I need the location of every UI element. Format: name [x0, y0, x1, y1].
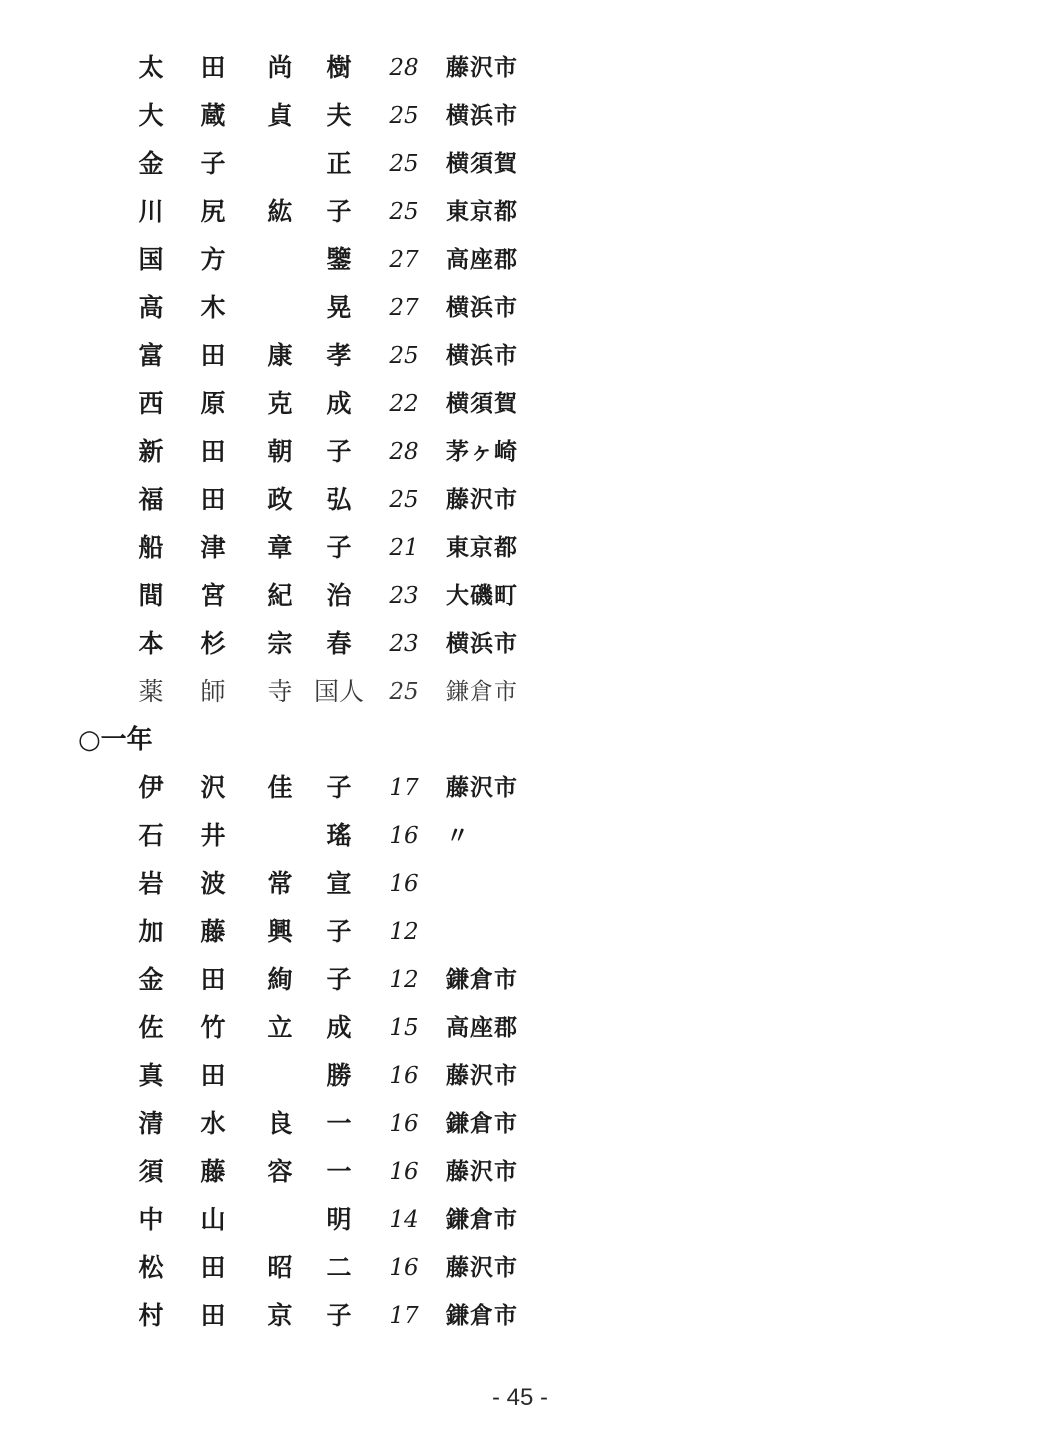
given-name-char-1: 貞 — [267, 101, 293, 130]
surname-char-1: 太 — [138, 53, 164, 82]
given-name-char-1: 章 — [267, 533, 293, 562]
surname-char-2: 田 — [200, 1253, 226, 1282]
age: 25 — [389, 487, 419, 513]
surname-char-2: 田 — [200, 965, 226, 994]
given-name-char-2: 一 — [326, 1109, 352, 1138]
list-item — [0, 1052, 620, 1100]
list-item — [0, 812, 620, 860]
residence: 横須賀 — [446, 151, 518, 177]
age: 25 — [389, 343, 419, 369]
age: 17 — [389, 775, 419, 801]
given-name-char-2: 成 — [326, 389, 352, 418]
given-name-char-2: 晃 — [326, 293, 352, 322]
given-name-char-2: 正 — [326, 149, 352, 178]
surname-char-2: 原 — [200, 389, 226, 418]
given-name-char-1: 立 — [267, 1013, 293, 1042]
age: 14 — [389, 1207, 419, 1233]
surname-char-1: 石 — [138, 821, 164, 850]
surname-char-1: 加 — [138, 917, 164, 946]
list-item — [0, 1244, 620, 1292]
given-name-char-1: 容 — [267, 1157, 293, 1186]
surname-char-2: 田 — [200, 1301, 226, 1330]
age: 12 — [389, 967, 419, 993]
residence: 東京都 — [446, 535, 518, 561]
surname-char-2: 田 — [200, 1061, 226, 1090]
list-item — [0, 860, 620, 908]
surname-char-1: 国 — [138, 245, 164, 274]
given-name-char-1 — [250, 1196, 310, 1244]
surname-char-2: 尻 — [200, 197, 226, 226]
surname-char-2: 水 — [200, 1109, 226, 1138]
given-name-char-2: 樹 — [326, 53, 352, 82]
given-name-char-1: 佳 — [267, 773, 293, 802]
residence: 高座郡 — [446, 247, 518, 273]
given-name-char-1: 絢 — [267, 965, 293, 994]
age: 23 — [389, 583, 419, 609]
list-item — [0, 1292, 620, 1340]
given-name-char-2: 子 — [326, 965, 352, 994]
list-item — [0, 428, 620, 476]
surname-char-2: 井 — [200, 821, 226, 850]
surname-char-2: 方 — [200, 245, 226, 274]
residence — [446, 860, 550, 908]
age: 16 — [389, 823, 419, 849]
given-name-char-1: 常 — [267, 869, 293, 898]
surname-char-1: 岩 — [138, 869, 164, 898]
residence: 鎌倉市 — [446, 1303, 518, 1329]
surname-char-1: 伊 — [138, 773, 164, 802]
surname-char-1: 清 — [138, 1109, 164, 1138]
given-name-char-1 — [250, 284, 310, 332]
surname-char-1: 本 — [138, 629, 164, 658]
given-name-char-1: 宗 — [267, 629, 293, 658]
given-name-char-1: 紘 — [267, 197, 293, 226]
given-name-char-2: 成 — [326, 1013, 352, 1042]
list-item — [0, 1100, 620, 1148]
surname-char-1: 金 — [138, 149, 164, 178]
list-item — [0, 92, 620, 140]
list-item — [0, 140, 620, 188]
age: 27 — [389, 247, 419, 273]
given-name-char-2: 子 — [326, 1301, 352, 1330]
surname-char-2: 師 — [200, 677, 226, 706]
surname-char-1: 松 — [138, 1253, 164, 1282]
surname-char-1: 真 — [138, 1061, 164, 1090]
surname-char-1: 大 — [138, 101, 164, 130]
surname-char-1: 富 — [138, 341, 164, 370]
given-name-char-1 — [250, 812, 310, 860]
surname-char-2: 藤 — [200, 1157, 226, 1186]
given-name-char-1: 朝 — [267, 437, 293, 466]
age: 16 — [389, 1159, 419, 1185]
given-name-char-2: 宣 — [326, 869, 352, 898]
surname-char-2: 木 — [200, 293, 226, 322]
surname-char-1: 薬 — [138, 677, 164, 706]
residence: 藤沢市 — [446, 1063, 518, 1089]
surname-char-2: 田 — [200, 53, 226, 82]
residence: 鎌倉市 — [446, 679, 518, 705]
surname-char-2: 藤 — [200, 917, 226, 946]
surname-char-2: 竹 — [200, 1013, 226, 1042]
surname-char-1: 西 — [138, 389, 164, 418]
given-name-char-1: 昭 — [267, 1253, 293, 1282]
given-name-char-2: 弘 — [326, 485, 352, 514]
surname-char-1: 村 — [138, 1301, 164, 1330]
given-name-char-2: 鑒 — [326, 245, 352, 274]
residence: 〃 — [446, 823, 470, 849]
given-name-char-2: 二 — [326, 1253, 352, 1282]
list-item — [0, 908, 620, 956]
list-item — [0, 764, 620, 812]
given-name-char-1 — [250, 236, 310, 284]
residence: 藤沢市 — [446, 1255, 518, 1281]
list-item — [0, 956, 620, 1004]
residence: 藤沢市 — [446, 55, 518, 81]
age: 22 — [389, 391, 419, 417]
given-name-char-1: 良 — [267, 1109, 293, 1138]
age: 16 — [389, 1063, 419, 1089]
age: 28 — [389, 55, 419, 81]
surname-char-2: 田 — [200, 485, 226, 514]
page-number: - 45 - — [491, 1384, 548, 1411]
given-name-char-2: 子 — [326, 533, 352, 562]
surname-char-2: 津 — [200, 533, 226, 562]
surname-char-3: 寺 — [267, 677, 293, 706]
section-heading: ○一年 — [78, 725, 153, 755]
residence: 藤沢市 — [446, 775, 518, 801]
age: 27 — [389, 295, 419, 321]
residence: 大磯町 — [446, 583, 518, 609]
surname-char-2: 山 — [200, 1205, 226, 1234]
given-name-char-2: 子 — [326, 773, 352, 802]
surname-char-1: 金 — [138, 965, 164, 994]
given-name-char-1: 康 — [267, 341, 293, 370]
surname-char-2: 宮 — [200, 581, 226, 610]
given-name-char-2: 勝 — [326, 1061, 352, 1090]
residence: 茅ヶ崎 — [446, 439, 518, 465]
surname-char-1: 川 — [138, 197, 164, 226]
age: 23 — [389, 631, 419, 657]
age: 17 — [389, 1303, 419, 1329]
given-name-char-1 — [250, 1052, 310, 1100]
given-name-char-2: 明 — [326, 1205, 352, 1234]
list-item — [0, 1196, 620, 1244]
given-name-char-2: 孝 — [326, 341, 352, 370]
residence — [446, 908, 550, 956]
surname-char-2: 杉 — [200, 629, 226, 658]
age: 28 — [389, 439, 419, 465]
residence: 藤沢市 — [446, 1159, 518, 1185]
surname-char-2: 田 — [200, 341, 226, 370]
given-name-char-1: 克 — [267, 389, 293, 418]
age: 16 — [389, 871, 419, 897]
list-item — [0, 1004, 620, 1052]
surname-char-1: 中 — [138, 1205, 164, 1234]
given-name-char-1: 京 — [267, 1301, 293, 1330]
list-item — [0, 620, 620, 668]
age: 25 — [389, 679, 419, 705]
residence: 横浜市 — [446, 103, 518, 129]
residence: 東京都 — [446, 199, 518, 225]
given-name-char-1 — [250, 140, 310, 188]
list-item — [0, 476, 620, 524]
list-item — [0, 44, 620, 92]
surname-char-1: 船 — [138, 533, 164, 562]
surname-char-1: 高 — [138, 293, 164, 322]
surname-char-1: 須 — [138, 1157, 164, 1186]
residence: 横浜市 — [446, 295, 518, 321]
residence: 横須賀 — [446, 391, 518, 417]
surname-char-2: 波 — [200, 869, 226, 898]
list-item — [0, 236, 620, 284]
surname-char-2: 蔵 — [200, 101, 226, 130]
residence: 鎌倉市 — [446, 967, 518, 993]
residence: 鎌倉市 — [446, 1111, 518, 1137]
age: 25 — [389, 199, 419, 225]
surname-char-2: 田 — [200, 437, 226, 466]
residence: 藤沢市 — [446, 487, 518, 513]
surname-char-1: 間 — [138, 581, 164, 610]
member-list — [0, 44, 620, 1340]
given-name-char-2: 春 — [326, 629, 352, 658]
residence: 高座郡 — [446, 1015, 518, 1041]
list-item — [0, 380, 620, 428]
given-name-char-1: 尚 — [267, 53, 293, 82]
list-item — [0, 1148, 620, 1196]
section-heading-row — [0, 716, 620, 764]
list-item — [0, 524, 620, 572]
list-item — [0, 668, 620, 716]
surname-char-1: 福 — [138, 485, 164, 514]
residence: 横浜市 — [446, 343, 518, 369]
surname-char-2: 沢 — [200, 773, 226, 802]
given-name-char-2: 子 — [326, 917, 352, 946]
age: 16 — [389, 1111, 419, 1137]
list-item — [0, 332, 620, 380]
surname-char-1: 新 — [138, 437, 164, 466]
given-name-char-2: 夫 — [326, 101, 352, 130]
list-item — [0, 284, 620, 332]
list-item — [0, 572, 620, 620]
surname-char-1: 佐 — [138, 1013, 164, 1042]
given-name: 国人 — [314, 677, 365, 706]
given-name-char-1: 紀 — [267, 581, 293, 610]
list-item — [0, 188, 620, 236]
residence: 鎌倉市 — [446, 1207, 518, 1233]
given-name-char-1: 興 — [267, 917, 293, 946]
age: 21 — [389, 535, 419, 561]
age: 15 — [389, 1015, 419, 1041]
given-name-char-2: 子 — [326, 437, 352, 466]
age: 16 — [389, 1255, 419, 1281]
given-name-char-2: 子 — [326, 197, 352, 226]
given-name-char-1: 政 — [267, 485, 293, 514]
residence: 横浜市 — [446, 631, 518, 657]
surname-char-2: 子 — [200, 149, 226, 178]
age: 12 — [389, 919, 419, 945]
given-name-char-2: 一 — [326, 1157, 352, 1186]
age: 25 — [389, 103, 419, 129]
given-name-char-2: 瑤 — [326, 821, 352, 850]
age: 25 — [389, 151, 419, 177]
given-name-char-2: 治 — [326, 581, 352, 610]
